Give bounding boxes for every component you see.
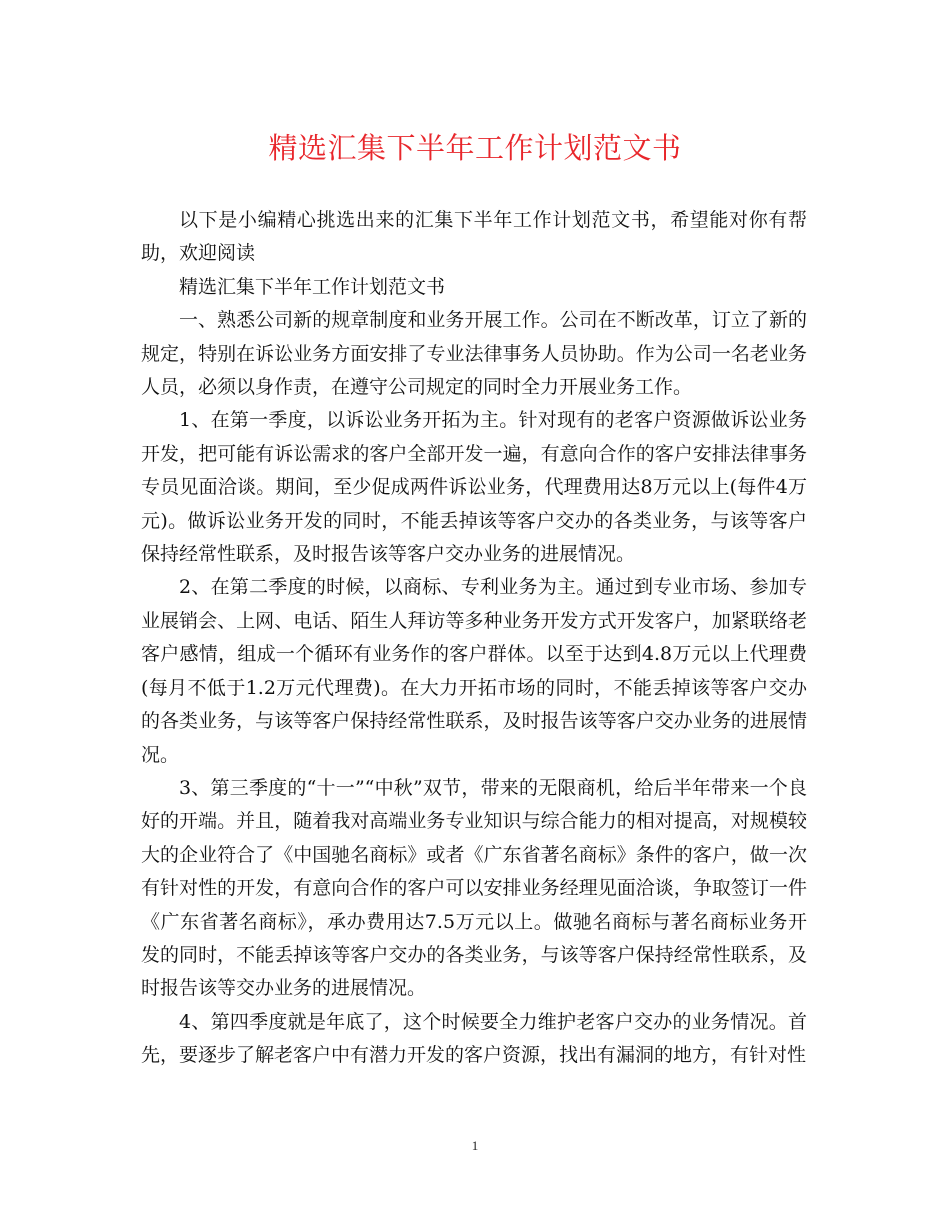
document-body: [141, 204, 807, 1073]
quarter-four-paragraph: 4、第四季度就是年底了，这个时候要全力维护老客户交办的业务情况。首先，要逐步了解老客户中有潜力开发的客户资源，找出有漏洞的地方，有针对性: [141, 1010, 807, 1067]
quarter-one-paragraph: 1、在第一季度，以诉讼业务开拓为主。针对现有的老客户资源做诉讼业务开发，把可能有诉讼需求的客户全部开发一遍，有意向合作的客户安排法律事务专员见面洽谈。期间，至少促成两件诉讼业务，代理费用达8万元以上(每件4万元)。做诉讼业务开发的同时，不能丢掉该等客户交办的各类业务，与该等客户保持经常性联系，及时报告该等客户交办业务的进展情况。: [141, 409, 807, 566]
quarter-two-paragraph: 2、在第二季度的时候，以商标、专利业务为主。通过到专业市场、参加专业展销会、上网、电话、陌生人拜访等多种业务开发方式开发客户，加紧联络老客户感情，组成一个循环有业务作的客户群体。以至于达到4.8万元以上代理费(每月不低于1.2万元代理费)。在大力开拓市场的同时，不能丢掉该等客户交办的各类业务，与该等客户保持经常性联系，及时报告该等客户交办业务的进展情况。: [141, 576, 807, 766]
subtitle-paragraph: 精选汇集下半年工作计划范文书: [179, 275, 446, 298]
quarter-three-paragraph: 3、第三季度的“十一”“中秋”双节，带来的无限商机，给后半年带来一个良好的开端。并且，随着我对高端业务专业知识与综合能力的相对提高，对规模较大的企业符合了《中国驰名商标》或者《广东省著名商标》条件的客户，做一次有针对性的开发，有意向合作的客户可以安排业务经理见面洽谈，争取签订一件《广东省著名商标》，承办费用达7.5万元以上。做驰名商标与著名商标业务开发的同时，不能丢掉该等客户交办的各类业务，与该等客户保持经常性联系，及时报告该等交办业务的进展情况。: [141, 776, 807, 1000]
document-title: 精选汇集下半年工作计划范文书: [268, 131, 682, 165]
section-one-paragraph: 一、熟悉公司新的规章制度和业务开展工作。公司在不断改革，订立了新的规定，特别在诉讼业务方面安排了专业法律事务人员协助。作为公司一名老业务人员，必须以身作责，在遵守公司规定的同时全力开展业务工作。: [141, 309, 807, 399]
page-number: 1: [471, 1138, 479, 1153]
intro-paragraph: 以下是小编精心挑选出来的汇集下半年工作计划范文书，希望能对你有帮助，欢迎阅读: [141, 209, 807, 265]
